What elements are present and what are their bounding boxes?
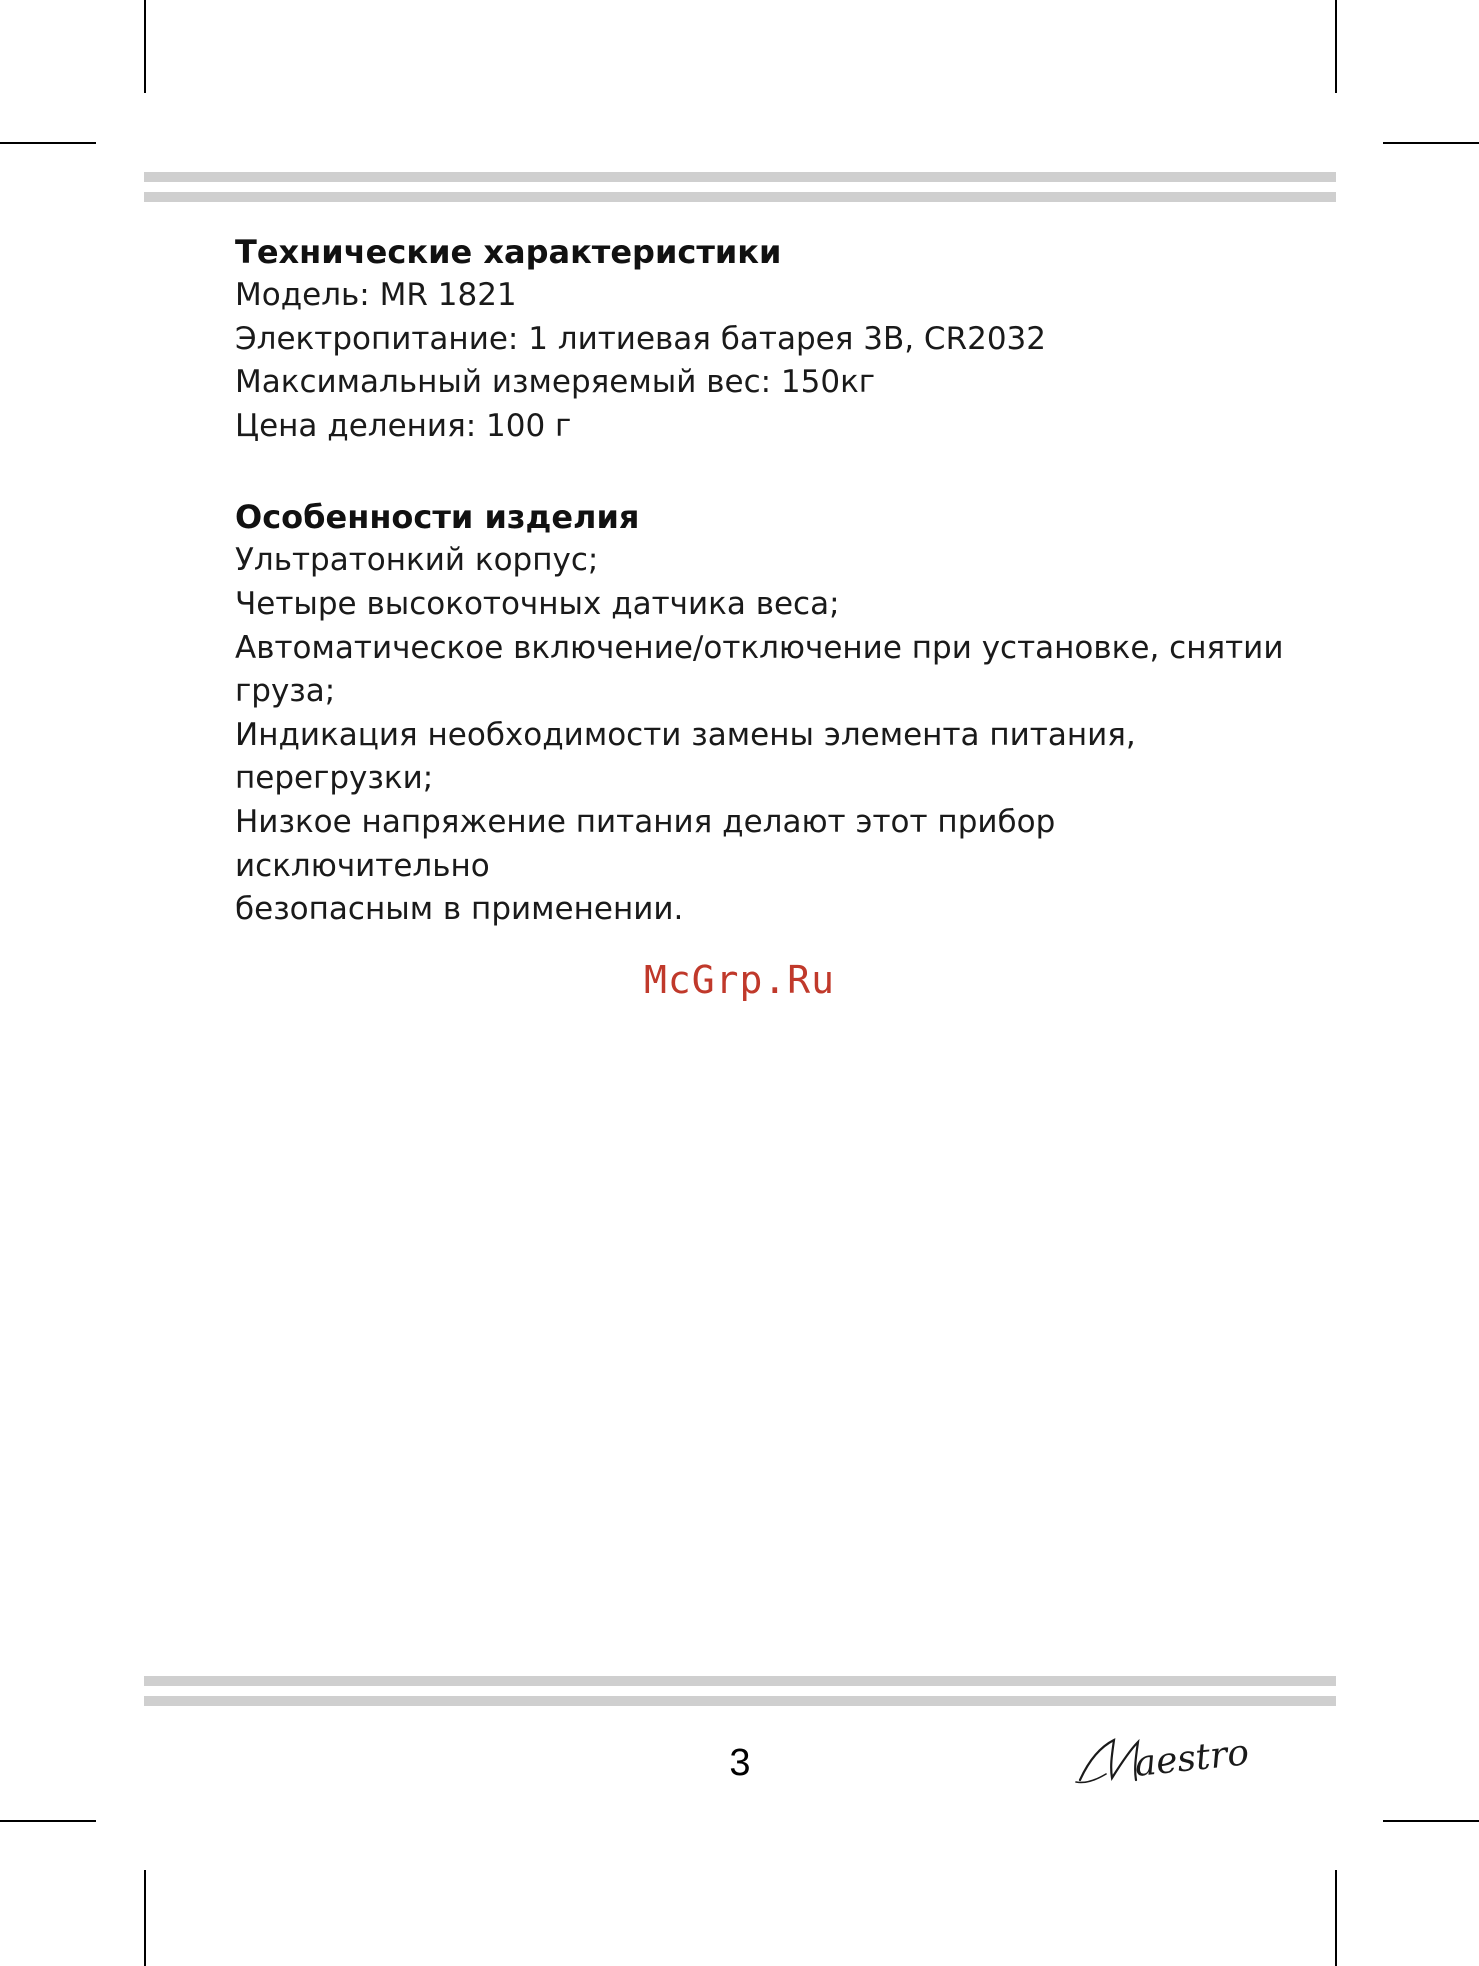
brand-logo xyxy=(1072,1718,1252,1798)
feature-line: Индикация необходимости замены элемента питания, xyxy=(235,716,1136,753)
crop-mark-bottom-right-horizontal xyxy=(1383,1820,1479,1822)
crop-mark-top-left-vertical xyxy=(144,0,146,93)
spec-line: Максимальный измеряемый вес: 150кг xyxy=(235,364,876,401)
spec-line: Электропитание: 1 литиевая батарея 3В, CR2032 xyxy=(235,320,1046,357)
crop-mark-bottom-left-vertical xyxy=(144,1870,146,1966)
watermark-link[interactable]: McGrp.Ru xyxy=(643,958,836,1002)
crop-mark-top-right-vertical xyxy=(1335,0,1337,93)
feature-line: Ультратонкий корпус; xyxy=(235,542,599,579)
spec-line: Цена деления: 100 г xyxy=(235,407,572,444)
crop-mark-bottom-right-vertical xyxy=(1335,1870,1337,1966)
footer-rule-1 xyxy=(144,1676,1336,1686)
features-heading: Особенности изделия xyxy=(235,498,640,537)
main-content xyxy=(235,230,1295,932)
section-gap xyxy=(235,448,1295,495)
maestro-logo-icon xyxy=(1072,1718,1252,1798)
header-rule-1 xyxy=(144,172,1336,182)
crop-mark-bottom-left-horizontal xyxy=(0,1820,96,1822)
feature-line: Четыре высокоточных датчика веса; xyxy=(235,585,840,622)
page-number: 3 xyxy=(729,1742,751,1784)
feature-line: безопасным в применении. xyxy=(235,891,684,928)
svg-text:aestro: aestro xyxy=(1132,1732,1251,1785)
feature-line: Низкое напряжение питания делают этот прибор исключительно xyxy=(235,803,1056,884)
feature-line: груза; xyxy=(235,673,336,710)
feature-line: Автоматическое включение/отключение при установке, снятии xyxy=(235,629,1284,666)
crop-mark-top-right-horizontal xyxy=(1383,142,1479,144)
spec-heading: Технические характеристики xyxy=(235,233,782,271)
footer-rule-2 xyxy=(144,1696,1336,1706)
spec-line: Модель: MR 1821 xyxy=(235,277,517,313)
header-rule-2 xyxy=(144,192,1336,202)
feature-line: перегрузки; xyxy=(235,760,434,797)
crop-mark-top-left-horizontal xyxy=(0,142,96,144)
